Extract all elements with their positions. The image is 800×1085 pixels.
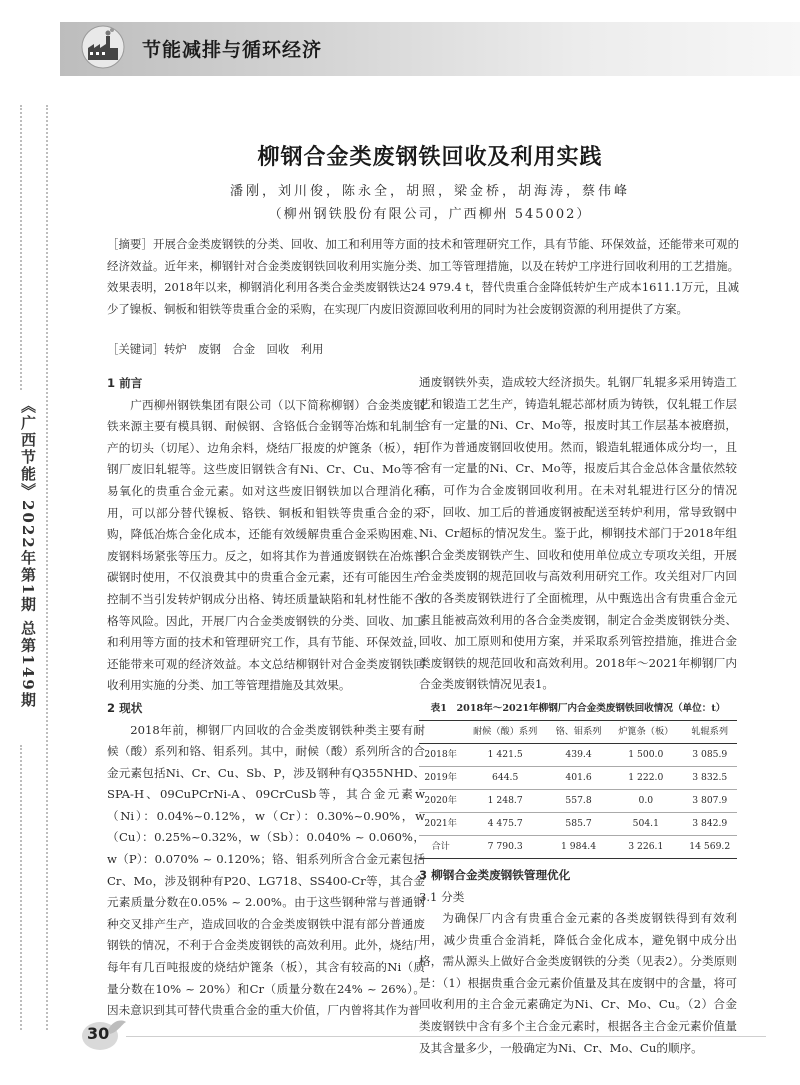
table-caption: 表1 2018年～2021年柳钢厂内合金类废钢铁回收情况（单位：t） (430, 702, 726, 714)
authors: 潘刚，刘川俊，陈永全，胡照，梁金桥，胡海涛，蔡伟峰 (229, 184, 630, 199)
table-header-cell: 轧辊系列 (691, 726, 729, 738)
table-cell: 644.5 (492, 772, 519, 784)
recovery-table (419, 720, 737, 859)
table-header-cell: 铬、钼系列 (555, 726, 602, 738)
table-cell: 504.1 (632, 818, 659, 830)
factory-smokestack-icon (80, 24, 126, 70)
paragraph-classification: 为确保厂内含有贵重合金元素的各类废钢铁得到有效利用，减少贵重合金消耗，降低合金化成本，避免钢中成分出格，需从源头上做好合金类废钢铁的分类（见表2）。分类原则是：（1）根据贵重合金元素价值量及其在废钢中的含量，将可回收利用的主合金元素确定为Ni、Cr、Mo、Cu。（2）合金类废钢铁中含有多个主合金元素时，根据各主合金元素价值量及其含量多少，一般确定为Ni、Cr、Mo、Cu的顺序。 (419, 911, 737, 1055)
subsection-heading-classification: 3.1 分类 (419, 889, 465, 904)
table-cell: 2020年 (424, 795, 457, 807)
table-cell: 2021年 (424, 818, 457, 830)
table-cell: 14 569.2 (689, 841, 731, 853)
affiliation: （柳州钢铁股份有限公司，广西柳州 545002） (268, 207, 592, 222)
paper-title: 柳钢合金类废钢铁回收及利用实践 (257, 145, 603, 170)
table-cell: 4 475.7 (487, 818, 523, 830)
table-row (419, 812, 737, 835)
margin-dotted-rule (46, 105, 48, 1030)
table-cell: 1 984.4 (561, 841, 597, 853)
table-header-cell: 耐候（酸）系列 (473, 726, 538, 738)
left-column (107, 372, 425, 1022)
section-heading-intro: 1 前言 (107, 376, 143, 390)
paragraph-status: 2018年前，柳钢厂内回收的合金类废钢铁种类主要有耐候（酸）系列和铬、钼系列。其中，耐候（酸）系列所含的合金元素包括Ni、Cr、Cu、Sb、P，涉及钢种有Q355NHD、SPA-H、09CuPCrNi-A、09CrCuSb等，其合金元素w（Ni）：0.04%~0.12%，w（Cr）：0.30%~0.90%，w（Cu）：0.25%~0.32%，w（Sb）：0.040% ~ 0.060%，w（P）：0.070% ~ 0.120%；铬、钼系列所含合金元素包括Cr、Mo，涉及钢种有P20、LG718、SS400-Cr等，其合金元素质量分数在0.05% ~ 2.00%。由于这些钢种常与普通钢种交叉排产生产，造成回收的合金类废钢铁中混有部分普通废钢铁的情况，不利于合金类废钢铁的高效利用。此外，烧结厂每年有几百吨报废的烧结炉篦条（板），其含有较高的Ni（质量分数在10% ~ 20%）和Cr（质量分数在24% ~ 26%）。因未意识到其可替代贵重合金的重大价值，厂内曾将其作为普 (107, 722, 425, 1018)
table-cell: 3 832.5 (692, 772, 728, 784)
keywords: ［关键词］转炉 废钢 合金 回收 利用 (107, 342, 324, 356)
table-header-cell (419, 720, 462, 743)
table-cell: 2018年 (424, 749, 457, 761)
table-cell: 557.8 (565, 795, 592, 807)
table-cell: 401.6 (565, 772, 592, 784)
paragraph-intro: 广西柳州钢铁集团有限公司（以下简称柳钢）合金类废钢铁来源主要有模具钢、耐候钢、含铬低合金钢等冶炼和轧制生产的切头（切尾）、边角余料，烧结厂报废的炉篦条（板），轧钢厂废旧轧辊等。这些废旧钢铁含有Ni、Cr、Cu、Mo等不易氧化的贵重合金元素。如对这些废旧钢铁加以合理消化利用，可以部分替代镍板、铬铁、铜板和钼铁等贵重合金的采购，降低冶炼合金化成本，还能有效缓解贵重合金采购困难、废钢料场紧张等压力。反之，如将其作为普通废钢铁在冶炼普碳钢时使用，不仅浪费其中的贵重合金元素，还有可能因生产控制不当引发转炉钢成分出格、铸坯质量缺陷和轧材性能不合格等风险。因此，开展厂内合金类废钢铁的分类、回收、加工和利用等方面的技术和管理研究工作，具有节能、环保效益，还能带来可观的经济效益。本文总结柳钢针对合金类废钢铁回收利用实施的分类、加工等管理措施及其效果。 (107, 397, 425, 693)
table-cell: 3 842.9 (692, 818, 728, 830)
right-column (419, 372, 737, 1059)
table-total-row (419, 835, 737, 858)
table-cell: 1 500.0 (628, 749, 664, 761)
page-number: 30 (87, 1024, 110, 1043)
table-row (419, 789, 737, 812)
table-cell: 585.7 (565, 818, 592, 830)
abstract: ［摘要］开展合金类废钢铁的分类、回收、加工和利用等方面的技术和管理研究工作，具有节能、环保效益，还能带来可观的经济效益。近年来，柳钢针对合金类废钢铁回收利用实施分类、加工等管理措施，以及在转炉工序进行回收利用的工艺措施。效果表明，2018年以来，柳钢消化利用各类合金类废钢铁达24 979.4 t，替代贵重合金降低转炉生产成本1611.1万元，且减少了镍板、铜板和钼铁等贵重合金的采购，在实现厂内废旧资源回收利用的同时为社会废钢资源的利用提供了方案。 (107, 237, 739, 316)
table-cell: 7 790.3 (487, 841, 523, 853)
section-title: 节能减排与循环经济 (142, 39, 323, 61)
table-header-row (419, 720, 737, 743)
side-dotted-rule-top (20, 105, 22, 390)
section-heading-status: 2 现状 (107, 700, 143, 715)
table-cell: 3 807.9 (692, 795, 728, 807)
table-row (419, 743, 737, 766)
footer-rule (126, 1036, 766, 1037)
journal-issue-vertical: 《广西节能》2022年第1期 总第149期 (19, 398, 37, 709)
paragraph-status-continued: 通废钢铁外卖，造成较大经济损失。轧钢厂轧辊多采用铸造工艺和锻造工艺生产，铸造轧辊芯部材质为铸铁，仅轧辊工作层含有一定量的Ni、Cr、Mo等，报废时其工作层基本被磨损，可作为普通废钢回收使用。然而，锻造轧辊通体成分均一，且含有一定量的Ni、Cr、Mo等，报废后其合金总体含量依然较高，可作为合金废钢回收利用。在未对轧辊进行区分的情况下，回收、加工后的普通废钢被配送至转炉利用，常导致钢中Ni、Cr超标的情况发生。鉴于此，柳钢技术部门于2018年组织合金类废钢铁产生、回收和使用单位成立专项攻关组，开展合金类废钢的规范回收与高效利用研究工作。攻关组对厂内回收的各类废钢铁进行了全面梳理，从中甄选出含有贵重合金元素且能被高效利用的各合金类废钢，制定合金类废钢铁分类、回收、加工原则和使用方案，并采取系列管控措施，推进合金类废钢铁的规范回收和高效利用。2018年～2021年柳钢厂内合金类废钢铁情况见表1。 (419, 375, 737, 692)
table-header-cell: 炉篦条（板） (618, 726, 674, 738)
table-row (419, 766, 737, 789)
table-cell: 3 085.9 (692, 749, 728, 761)
table-cell: 3 226.1 (628, 841, 664, 853)
table-cell: 2019年 (424, 772, 457, 784)
table-cell: 439.4 (565, 749, 592, 761)
table-cell: 1 248.7 (487, 795, 523, 807)
table-cell: 合计 (431, 841, 450, 853)
side-dotted-rule-bottom (20, 745, 22, 1030)
table-cell: 0.0 (638, 795, 654, 807)
section-heading-management: 3 柳钢合金类废钢铁管理优化 (419, 867, 571, 882)
table-cell: 1 222.0 (628, 772, 664, 784)
table-cell: 1 421.5 (487, 749, 523, 761)
